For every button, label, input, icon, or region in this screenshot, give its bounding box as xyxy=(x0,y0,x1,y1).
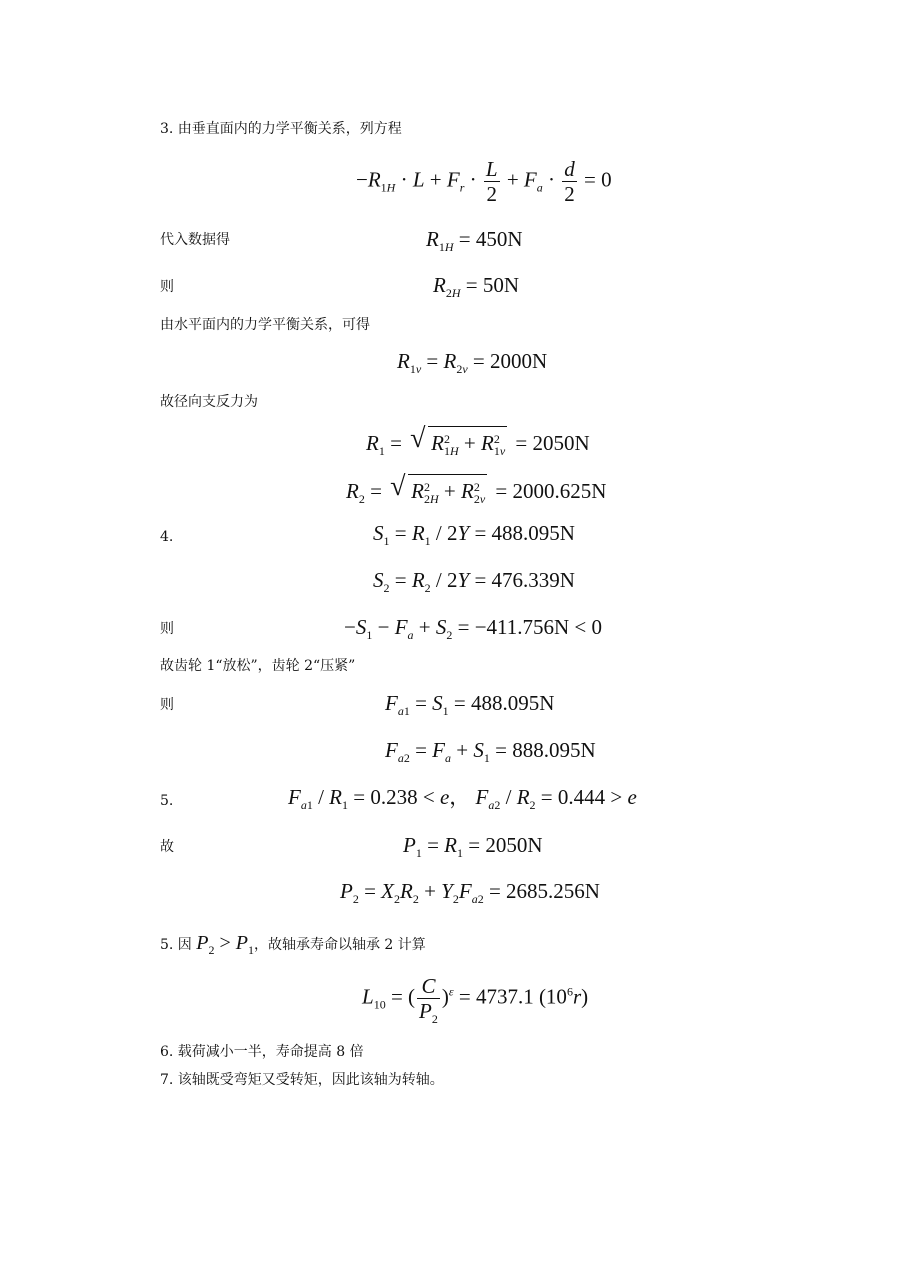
ratio1-value: 0.238 xyxy=(370,785,418,809)
section3-heading: 3. 由垂直面内的力学平衡关系，列方程 xyxy=(160,121,402,137)
r1-equation: $R_1$ = √ R 2 1H + R 2 1v = 2050N xyxy=(366,423,590,459)
bearing-life-statement: 5. 因 $P_2 > P_1$，故轴承寿命以轴承 2 计算 xyxy=(160,932,426,957)
r2-value: 2000.625N xyxy=(512,479,607,503)
therefore-label: 故 xyxy=(160,839,174,855)
then-label-3: 则 xyxy=(160,697,174,713)
s2-value: 476.339N xyxy=(491,568,575,592)
rv-value: 2000N xyxy=(490,349,548,373)
s1-equation: $S_1 = R_1 / 2Y = 488.095N$ xyxy=(373,521,575,548)
axial-sum-value: −411.756N < 0 xyxy=(474,615,603,639)
gear-conclusion: 故齿轮 1“放松”，齿轮 2“压紧” xyxy=(160,658,356,674)
section4-number: 4. xyxy=(160,529,174,545)
fa1-value: 488.095N xyxy=(471,691,555,715)
p2-value: 2685.256N xyxy=(506,879,600,903)
ratio2-value: 0.444 xyxy=(557,785,606,809)
fa1-equation: $F_{a1} = S_1 = 488.095N$ xyxy=(385,691,555,718)
bearing-life-prefix: 5. 因 xyxy=(160,937,192,953)
r1h-value: 450N xyxy=(475,227,523,251)
life-value: 4737.1 xyxy=(475,984,534,1009)
ratio-comparison: $F_{a1} / R_1 = 0.238 < e$， $F_{a2} / R_2 = 0.444 > e$ xyxy=(288,785,637,812)
s1-value: 488.095N xyxy=(491,521,575,545)
vertical-moment-equation: $-R_{1H} \cdot L + F_r$ · $\frac{L}{2}$ + $F_a$ · $\frac{d}{2}$ = 0 xyxy=(356,157,612,206)
bearing-life-suffix: ，故轴承寿命以轴承 2 计算 xyxy=(253,937,426,953)
fa2-equation: $F_{a2} = F_a + S_1 = 888.095N$ xyxy=(385,738,596,765)
section7-text: 7. 该轴既受弯矩又受转矩，因此该轴为转轴。 xyxy=(160,1072,444,1088)
section6-text: 6. 载荷减小一半，寿命提高 8 倍 xyxy=(160,1044,364,1060)
r2h-equation: $R_{2H} = 50N$ xyxy=(433,273,520,300)
life-equation: $L_{10}$ = ( $\frac{C}{P_2}$ )$^\varepsilon$ = 4737.1 $(10^6r)$ xyxy=(362,974,589,1026)
r2h-value: 50N xyxy=(482,273,520,297)
r1-value: 2050N xyxy=(532,431,590,455)
fa2-value: 888.095N xyxy=(512,738,596,762)
rv-equation: $R_{1v} = R_{2v} = 2000N$ xyxy=(397,349,548,376)
p2-equation: $P_2 = X_2R_2 + Y_2F_{a2} = 2685.256N$ xyxy=(340,879,600,906)
r1h-equation: $R_{1H} = 450N$ xyxy=(426,227,523,254)
radial-force-label: 故径向支反力为 xyxy=(160,394,258,410)
horizontal-balance-label: 由水平面内的力学平衡关系，可得 xyxy=(160,317,370,333)
s2-equation: $S_2 = R_2 / 2Y = 476.339N$ xyxy=(373,568,575,595)
substitute-label: 代入数据得 xyxy=(160,232,230,248)
then-label-1: 则 xyxy=(160,279,174,295)
axial-sum-equation: $-S_1 - F_a + S_2 = -411.756N < 0$ xyxy=(344,615,603,642)
then-label-2: 则 xyxy=(160,621,174,637)
section5-number: 5. xyxy=(160,793,174,809)
r2-equation: $R_2$ = √ R 2 2H + R 2 2v = 2000.625N xyxy=(346,471,607,507)
p1-value: 2050N xyxy=(485,833,543,857)
p1-equation: $P_1 = R_1 = 2050N$ xyxy=(403,833,543,860)
